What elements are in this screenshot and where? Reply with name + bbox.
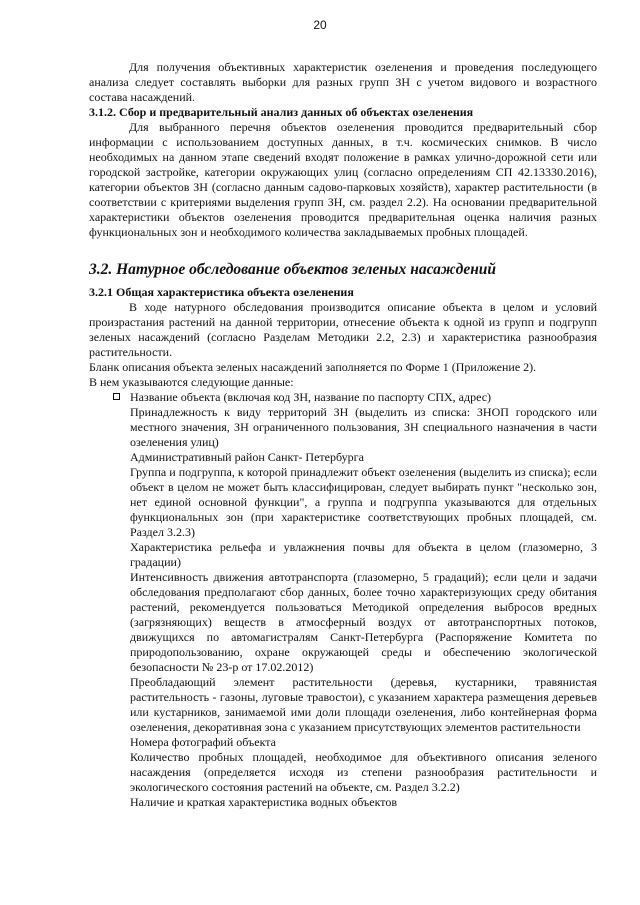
list-item: [89, 735, 597, 750]
page-content: [89, 60, 597, 810]
intro-paragraph: Для получения объективных характеристик озеленения и проведения последующего анализа следует составлять выборки для разных групп ЗН с учетом видового и возрастного состава насаждений.: [89, 60, 597, 104]
list-item: [89, 795, 597, 810]
list-item-text: Административный район Санкт- Петербурга: [130, 450, 364, 464]
list-item-text: Группа и подгруппа, к которой принадлежит объект озеленения (выделить из списка); если объект в целом не может быть классифицирован, следует выбирать пункт "несколько зон, нет единой основной функции", а группа и подгруппа указываются для отдельных функциональных зон (при характеристике соответствующих пробных площадей, см. Раздел 3.2.3): [130, 465, 597, 539]
list-item: [89, 540, 597, 570]
list-item: [89, 675, 597, 735]
list-item-text: Номера фотографий объекта: [130, 735, 276, 749]
list-item: [89, 465, 597, 540]
list-item: [89, 450, 597, 465]
list-item: [89, 405, 597, 450]
square-bullet-icon: [113, 393, 120, 400]
list-item: [89, 390, 597, 405]
section-heading-3-2: 3.2. Натурное обследование объектов зеленых насаждений: [89, 261, 497, 278]
list-item-text: Название объекта (включая код ЗН, название по паспорту СПХ, адрес): [130, 390, 492, 404]
subsection-heading-3-2-1: 3.2.1 Общая характеристика объекта озеленения: [89, 285, 354, 299]
list-item-text: Интенсивность движения автотранспорта (глазомерно, 5 градаций); если цели и задачи обследования предполагают сбор данных, более точно характеризующих среду обитания растений, рекомендуется пользоваться Методикой определения выбросов вредных (загрязняющих) веществ в атмосферный воздух от автотранспортных потоков, движущихся по автомагистралям Санкт-Петербурга (Распоряжение Комитета по природопользованию, охране окружающей среды и обеспечению экологической безопасности № 23-р от 17.02.2012): [130, 570, 597, 674]
list-item-text: Преобладающий элемент растительности (деревья, кустарники, травянистая растительность - газоны, луговые травостои), с указанием характера размещения деревьев или кустарников, занимаемой ими доли площади озеленения, либо контейнерная форма озеленения, декоративная зона с указанием присутствующих элементов растительности: [130, 675, 597, 734]
list-item-text: Наличие и краткая характеристика водных объектов: [130, 795, 398, 809]
data-fields-list: [89, 390, 597, 810]
data-intro-line: В нем указываются следующие данные:: [89, 375, 294, 389]
list-item: [89, 570, 597, 675]
subsection-3-1-2-paragraph: Для выбранного перечня объектов озеленения проводится предварительный сбор информации с использованием доступных данных, в т.ч. космических снимков. В число необходимых на данном этапе сведений входят положение в рамках улично-дорожной сети или городской застройке, категории окружающих улиц (согласно определениям СП 42.13330.2016), категории объектов ЗН (согласно данным садово-парковых хозяйств), характер растительности (в соответствии с критериями выделения групп ЗН, см. раздел 2.2). На основании предварительной характеристики объектов озеленения проводится предварительная оценка наличия разных функциональных зон и необходимого количества закладываемых пробных площадей.: [89, 120, 597, 239]
page-number: 20: [313, 18, 327, 32]
list-item-text: Характеристика рельефа и увлажнения почвы для объекта в целом (глазомерно, 3 градации): [130, 540, 597, 569]
list-item: [89, 750, 597, 795]
form-reference-line: Бланк описания объекта зеленых насаждений заполняется по Форме 1 (Приложение 2).: [89, 360, 537, 374]
subsection-3-2-1-paragraph: В ходе натурного обследования производится описание объекта в целом и условий произрастания растений на данной территории, отнесение объекта к одной из групп и подгрупп зеленых насаждений (согласно Разделам Методики 2.2, 2.3) и характеристика разнообразия растительности.: [89, 300, 597, 359]
subsection-heading-3-1-2: 3.1.2. Сбор и предварительный анализ данных об объектах озеленения: [89, 105, 474, 119]
list-item-text: Принадлежность к виду территорий ЗН (выделить из списка: ЗНОП городского или местного значения, ЗН ограниченного пользования, ЗН специального назначения в части озеленения улиц): [130, 405, 597, 449]
list-item-text: Количество пробных площадей, необходимое для объективного описания зеленого насаждения (определяется исходя из степени разнообразия растительности и экологического состояния растений на объекте, см. Раздел 3.2.2): [130, 750, 597, 794]
